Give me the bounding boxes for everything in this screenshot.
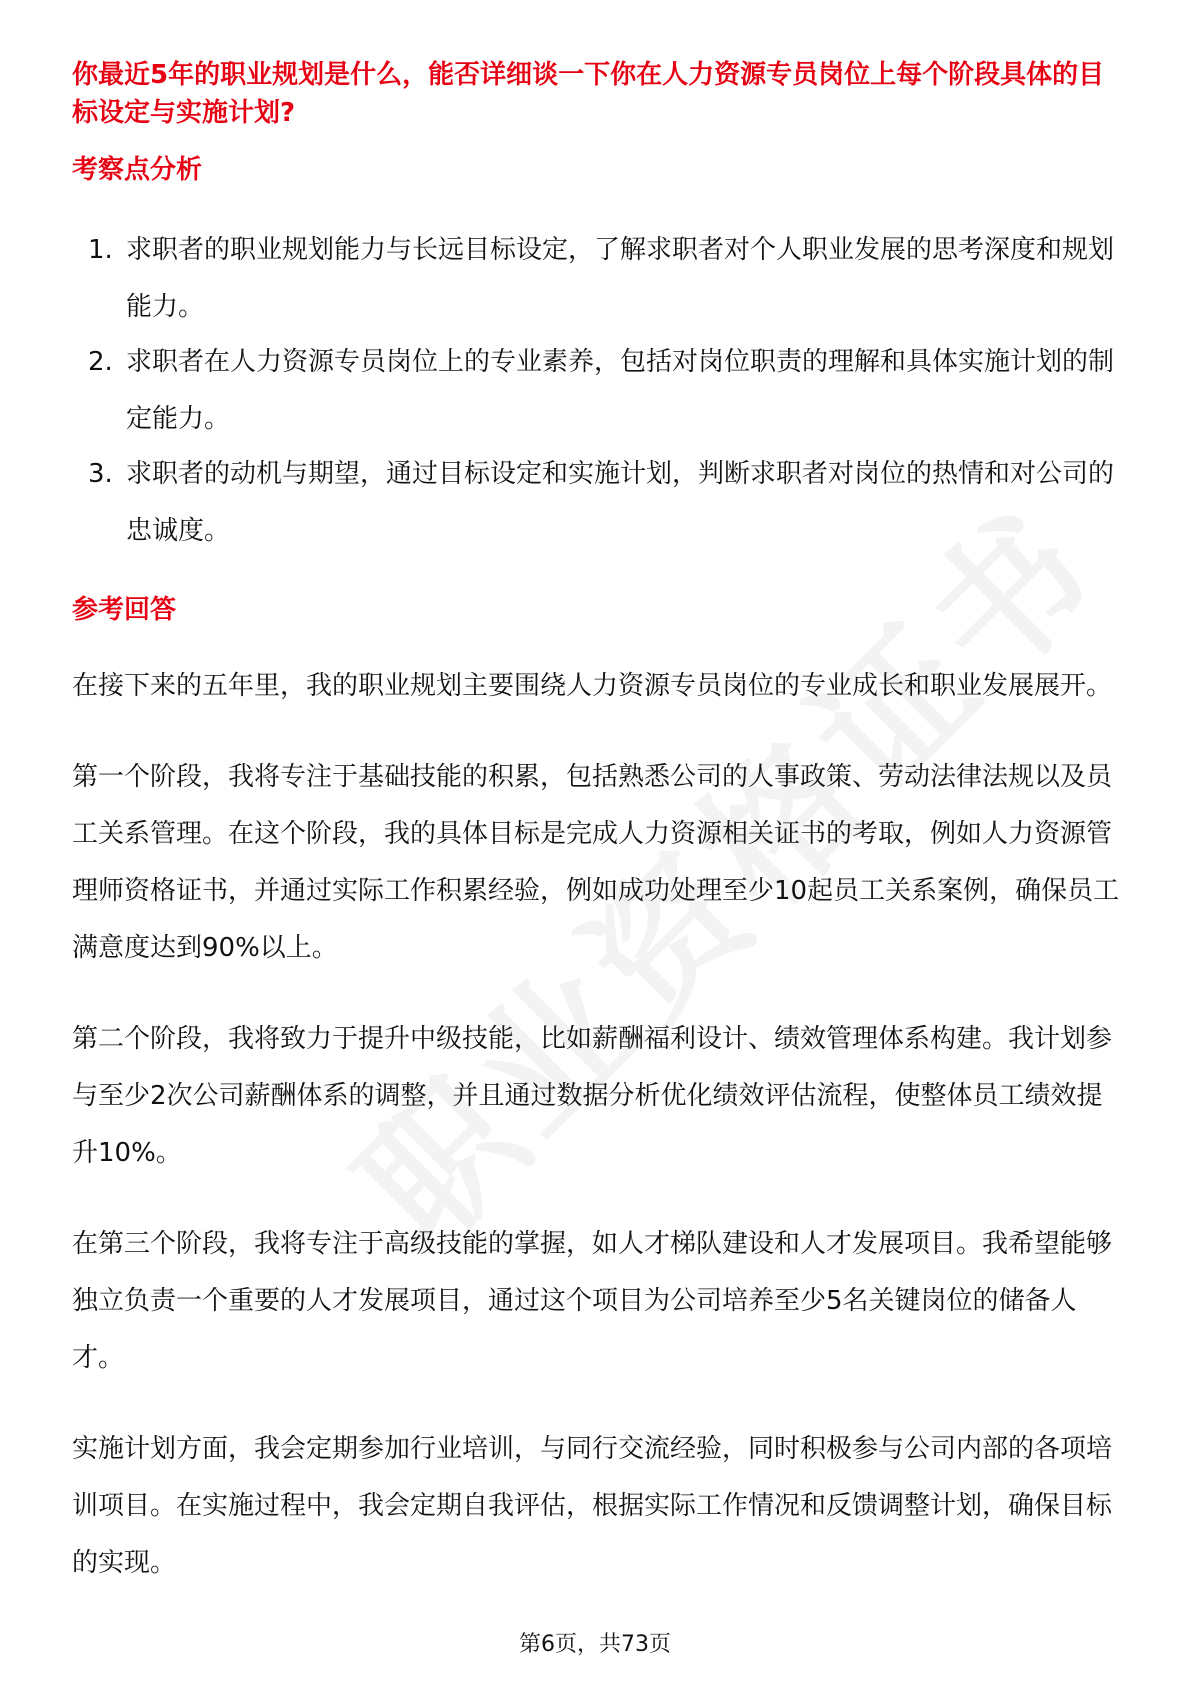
list-item: [72, 222, 1122, 336]
list-item-number: 2.: [88, 347, 113, 377]
answer-paragraph: 第一个阶段，我将专注于基础技能的积累，包括熟悉公司的人事政策、劳动法律法规以及员工关系管理。在这个阶段，我的具体目标是完成人力资源相关证书的考取，例如人力资源管理师资格证书，并通过实际工作积累经验，例如成功处理至少10起员工关系案例，确保员工满意度达到90%以上。: [72, 762, 1120, 963]
list-item-number: 3.: [88, 459, 113, 489]
analysis-heading: 考察点分析: [72, 155, 203, 185]
list-item: [72, 446, 1122, 560]
page-number: 第6页，共73页: [519, 1632, 671, 1657]
answer-paragraph: 在第三个阶段，我将专注于高级技能的掌握，如人才梯队建设和人才发展项目。我希望能够独立负责一个重要的人才发展项目，通过这个项目为公司培养至少5名关键岗位的储备人才。: [72, 1229, 1113, 1373]
answer-body: [72, 658, 1122, 1626]
question-title: 你最近5年的职业规划是什么，能否详细谈一下你在人力资源专员岗位上每个阶段具体的目标设定与实施计划?: [72, 60, 1105, 128]
answer-paragraph: 实施计划方面，我会定期参加行业培训，与同行交流经验，同时积极参与公司内部的各项培训项目。在实施过程中，我会定期自我评估，根据实际工作情况和反馈调整计划，确保目标的实现。: [72, 1434, 1113, 1578]
list-item-text: 求职者在人力资源专员岗位上的专业素养，包括对岗位职责的理解和具体实施计划的制定能力。: [126, 347, 1115, 434]
list-item-text: 求职者的职业规划能力与长远目标设定，了解求职者对个人职业发展的思考深度和规划能力。: [126, 235, 1115, 322]
answer-paragraph: 在接下来的五年里，我的职业规划主要围绕人力资源专员岗位的专业成长和职业发展展开。: [72, 671, 1113, 701]
analysis-list: [72, 222, 1122, 558]
list-item-number: 1.: [88, 235, 113, 265]
answer-heading: 参考回答: [72, 595, 177, 625]
list-item: [72, 334, 1122, 448]
list-item-text: 求职者的动机与期望，通过目标设定和实施计划，判断求职者对岗位的热情和对公司的忠诚度。: [126, 459, 1115, 546]
answer-paragraph: 第二个阶段，我将致力于提升中级技能，比如薪酬福利设计、绩效管理体系构建。我计划参与至少2次公司薪酬体系的调整，并且通过数据分析优化绩效评估流程，使整体员工绩效提升10%。: [72, 1024, 1113, 1168]
